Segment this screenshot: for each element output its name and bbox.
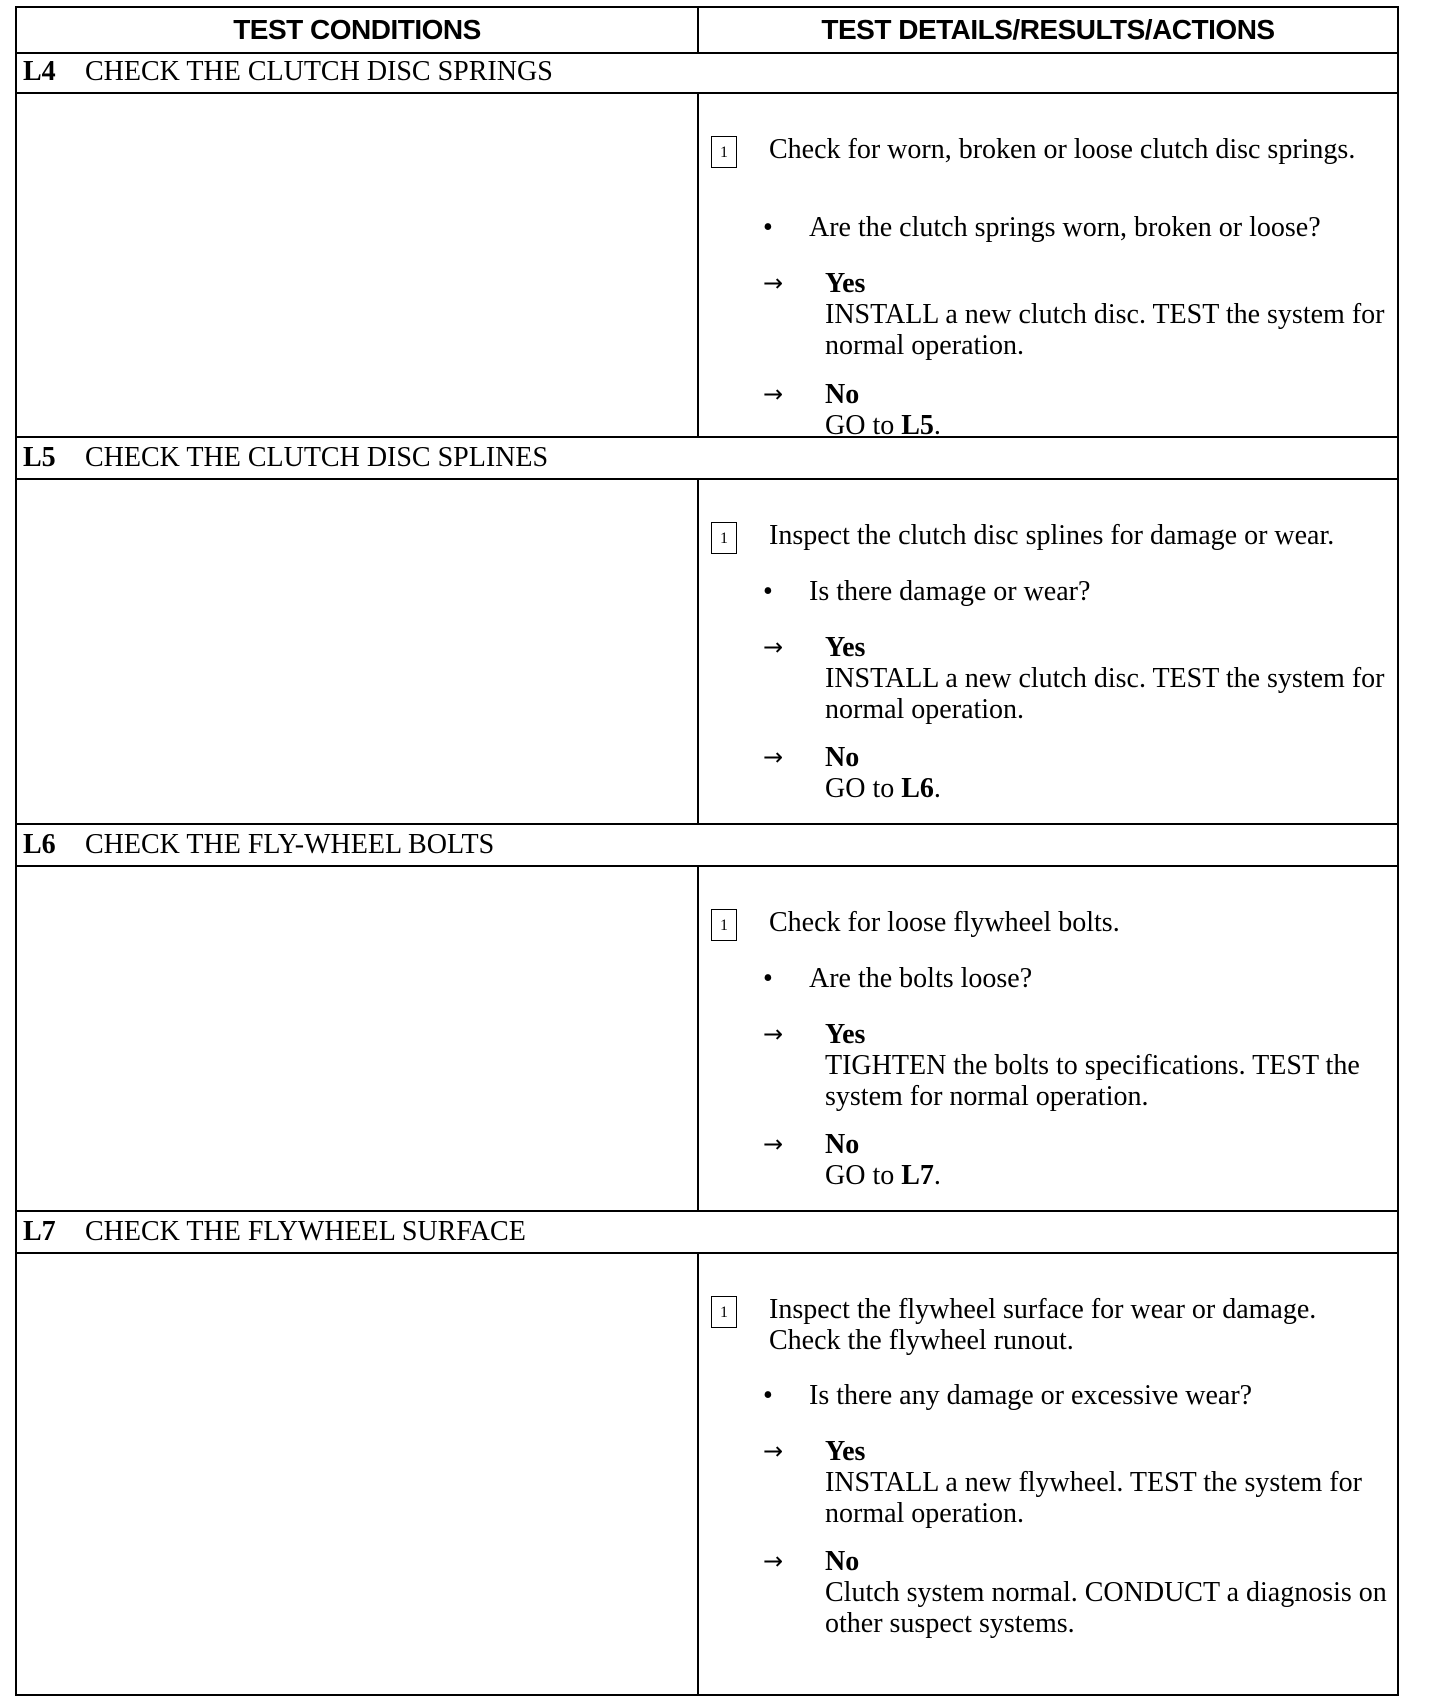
yes-action: INSTALL a new flywheel. TEST the system for normal operation. [825,1467,1362,1529]
question [763,576,1381,607]
test-details-cell [699,1254,1397,1694]
section-title-row [17,52,1397,94]
step-text: Inspect the flywheel surface for wear or damage. Check the flywheel runout. [769,1294,1317,1356]
arrow-right-icon: → [763,269,784,297]
no-label: No [825,1546,860,1577]
section-title: CHECK THE CLUTCH DISC SPLINES [85,442,549,473]
yes-answer [763,632,1387,725]
step [711,907,1381,938]
no-action [825,410,1387,441]
test-details-cell [699,867,1397,1210]
no-action [825,1577,1387,1639]
no-label: No [825,379,860,410]
arrow-right-icon: → [763,1437,784,1465]
yes-answer [763,1436,1387,1529]
question-text: Is there any damage or excessive wear? [809,1380,1253,1411]
no-answer [763,1129,1387,1191]
section-l7 [17,1212,1397,1694]
yes-label: Yes [825,1019,866,1050]
section-title: CHECK THE FLYWHEEL SURFACE [85,1216,526,1247]
no-action-ref: L7 [901,1160,934,1191]
no-label: No [825,742,860,773]
yes-label: Yes [825,268,866,299]
no-action-suffix: . [933,410,941,441]
yes-label: Yes [825,1436,866,1467]
yes-label: Yes [825,632,866,663]
step-number-box: 1 [711,1296,737,1328]
no-action-ref: L6 [901,773,934,804]
step-text: Check for worn, broken or loose clutch disc springs. [769,134,1356,165]
no-action-suffix: Clutch system normal. CONDUCT a diagnosis on other suspect systems. [825,1577,1387,1639]
step [711,1294,1381,1356]
arrow-right-icon: → [763,380,784,408]
yes-action: INSTALL a new clutch disc. TEST the system for normal operation. [825,663,1385,725]
yes-answer [763,268,1387,361]
yes-action: INSTALL a new clutch disc. TEST the system for normal operation. [825,299,1385,361]
no-answer [763,742,1387,804]
step-number-box: 1 [711,522,737,554]
step-number-box: 1 [711,136,737,168]
no-action-ref: L5 [901,410,934,441]
step-number-box: 1 [711,909,737,941]
bullet-icon: • [763,963,773,994]
column-header-row [17,8,1397,54]
test-conditions-cell [17,867,699,1210]
section-body [17,867,1397,1210]
no-action-suffix: . [933,773,941,804]
test-details-header: TEST DETAILS/RESULTS/ACTIONS [821,14,1275,45]
test-conditions-header: TEST CONDITIONS [17,8,699,52]
no-action [825,773,1387,804]
test-conditions-cell [17,94,699,436]
yes-answer [763,1019,1387,1112]
bullet-icon: • [763,576,773,607]
section-title-row [17,825,1397,867]
section-body [17,94,1397,441]
no-label: No [825,1129,860,1160]
no-answer [763,1546,1387,1639]
bullet-icon: • [763,1380,773,1411]
yes-action: TIGHTEN the bolts to specifications. TEST the system for normal operation. [825,1050,1360,1112]
question [763,1380,1381,1411]
no-answer [763,379,1387,441]
arrow-right-icon: → [763,743,784,771]
arrow-right-icon: → [763,1130,784,1158]
test-details-cell [699,94,1397,441]
section-title: CHECK THE CLUTCH DISC SPRINGS [85,56,553,87]
step [711,520,1381,551]
test-conditions-cell [17,480,699,823]
no-action-prefix: GO to [825,1160,902,1191]
question [763,963,1381,994]
test-conditions-cell [17,1254,699,1694]
no-action-suffix: . [933,1160,941,1191]
section-code: L6 [23,829,56,860]
no-action-prefix: GO to [825,410,902,441]
diagnostic-table [15,6,1399,1696]
arrow-right-icon: → [763,1020,784,1048]
arrow-right-icon: → [763,633,784,661]
section-title: CHECK THE FLY-WHEEL BOLTS [85,829,495,860]
section-code: L5 [23,442,56,473]
section-title-row [17,1212,1397,1254]
step-text: Inspect the clutch disc splines for damage or wear. [769,520,1335,551]
section-code: L4 [23,56,56,87]
no-action [825,1160,1387,1191]
step [711,134,1381,165]
section-title-row [17,438,1397,480]
test-details-cell [699,480,1397,823]
section-l6 [17,825,1397,1212]
question-text: Are the clutch springs worn, broken or loose? [809,212,1321,243]
step-text: Check for loose flywheel bolts. [769,907,1120,938]
section-l5 [17,438,1397,825]
section-code: L7 [23,1216,56,1247]
no-action-prefix: GO to [825,773,902,804]
section-body [17,1254,1397,1694]
section-body [17,480,1397,823]
section-l4 [17,52,1397,441]
question [763,212,1381,243]
question-text: Is there damage or wear? [809,576,1091,607]
question-text: Are the bolts loose? [809,963,1033,994]
arrow-right-icon: → [763,1547,784,1575]
bullet-icon: • [763,212,773,243]
